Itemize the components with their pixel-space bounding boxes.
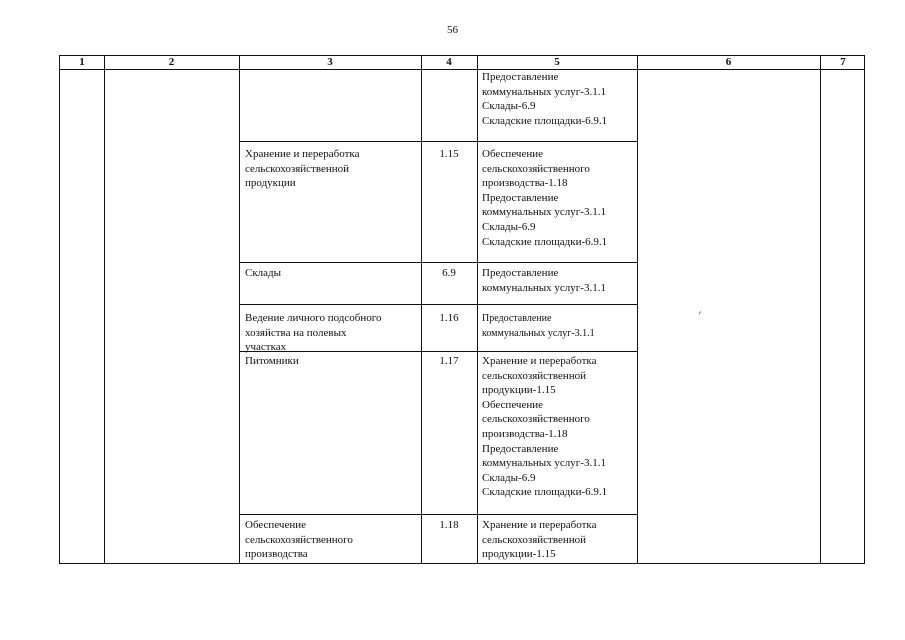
related-uses-cell: Предоставление коммунальных услуг-3.1.1 — [482, 313, 595, 339]
column-divider — [637, 56, 638, 563]
page-number: 56 — [447, 24, 458, 36]
column-header-3: 3 — [327, 56, 333, 68]
use-name-cell: Склады — [245, 267, 282, 279]
use-code-cell: 1.15 — [439, 148, 459, 160]
related-uses-cell: Обеспечение сельскохозяйственного производства-1.18 Предоставление коммунальных услуг-3.1.1 Склады-6.9 Складские площадки-6.9.1 — [482, 148, 608, 248]
use-name-cell: Хранение и переработка сельскохозяйственной продукции — [245, 148, 360, 190]
column-header-2: 2 — [168, 56, 175, 68]
column-header-4: 4 — [446, 56, 452, 68]
row-divider — [239, 304, 637, 305]
related-uses-cell: Предоставление коммунальных услуг-3.1.1 — [482, 267, 606, 294]
column-divider — [477, 56, 478, 563]
row-divider — [239, 262, 637, 263]
use-code-cell: 6.9 — [442, 267, 456, 279]
use-code-cell: 1.17 — [439, 355, 459, 367]
regulation-table — [59, 55, 865, 564]
use-name-cell: Ведение личного подсобного хозяйства на полевых участках — [245, 312, 382, 354]
use-code-cell: 1.18 — [439, 519, 459, 531]
header-divider — [60, 69, 864, 70]
column-divider — [421, 56, 422, 563]
column-header-6: 6 — [725, 56, 732, 68]
row-divider — [239, 514, 637, 515]
use-name-cell: Обеспечение сельскохозяйственного производства — [245, 519, 353, 561]
use-name-cell: Питомники — [245, 355, 299, 367]
column-header-5: 5 — [554, 56, 560, 68]
column-divider — [239, 56, 240, 563]
related-uses-cell: Предоставление коммунальных услуг-3.1.1 Склады-6.9 Складские площадки-6.9.1 — [482, 71, 608, 127]
column-divider — [820, 56, 821, 563]
column-divider — [104, 56, 105, 563]
row-divider — [239, 141, 637, 142]
column-6-mark: ׳ — [698, 307, 701, 321]
column-header-7: 7 — [840, 56, 846, 68]
related-uses-cell: Хранение и переработка сельскохозяйственной продукции-1.15 — [482, 519, 597, 561]
related-uses-cell: Хранение и переработка сельскохозяйственной продукции-1.15 Обеспечение сельскохозяйственного производства-1.18 Предоставление коммунальных услуг-3.1.1 Склады-6.9 Складские площадки-6.9.1 — [482, 355, 608, 499]
column-header-1: 1 — [79, 56, 85, 68]
use-code-cell: 1.16 — [439, 312, 459, 324]
